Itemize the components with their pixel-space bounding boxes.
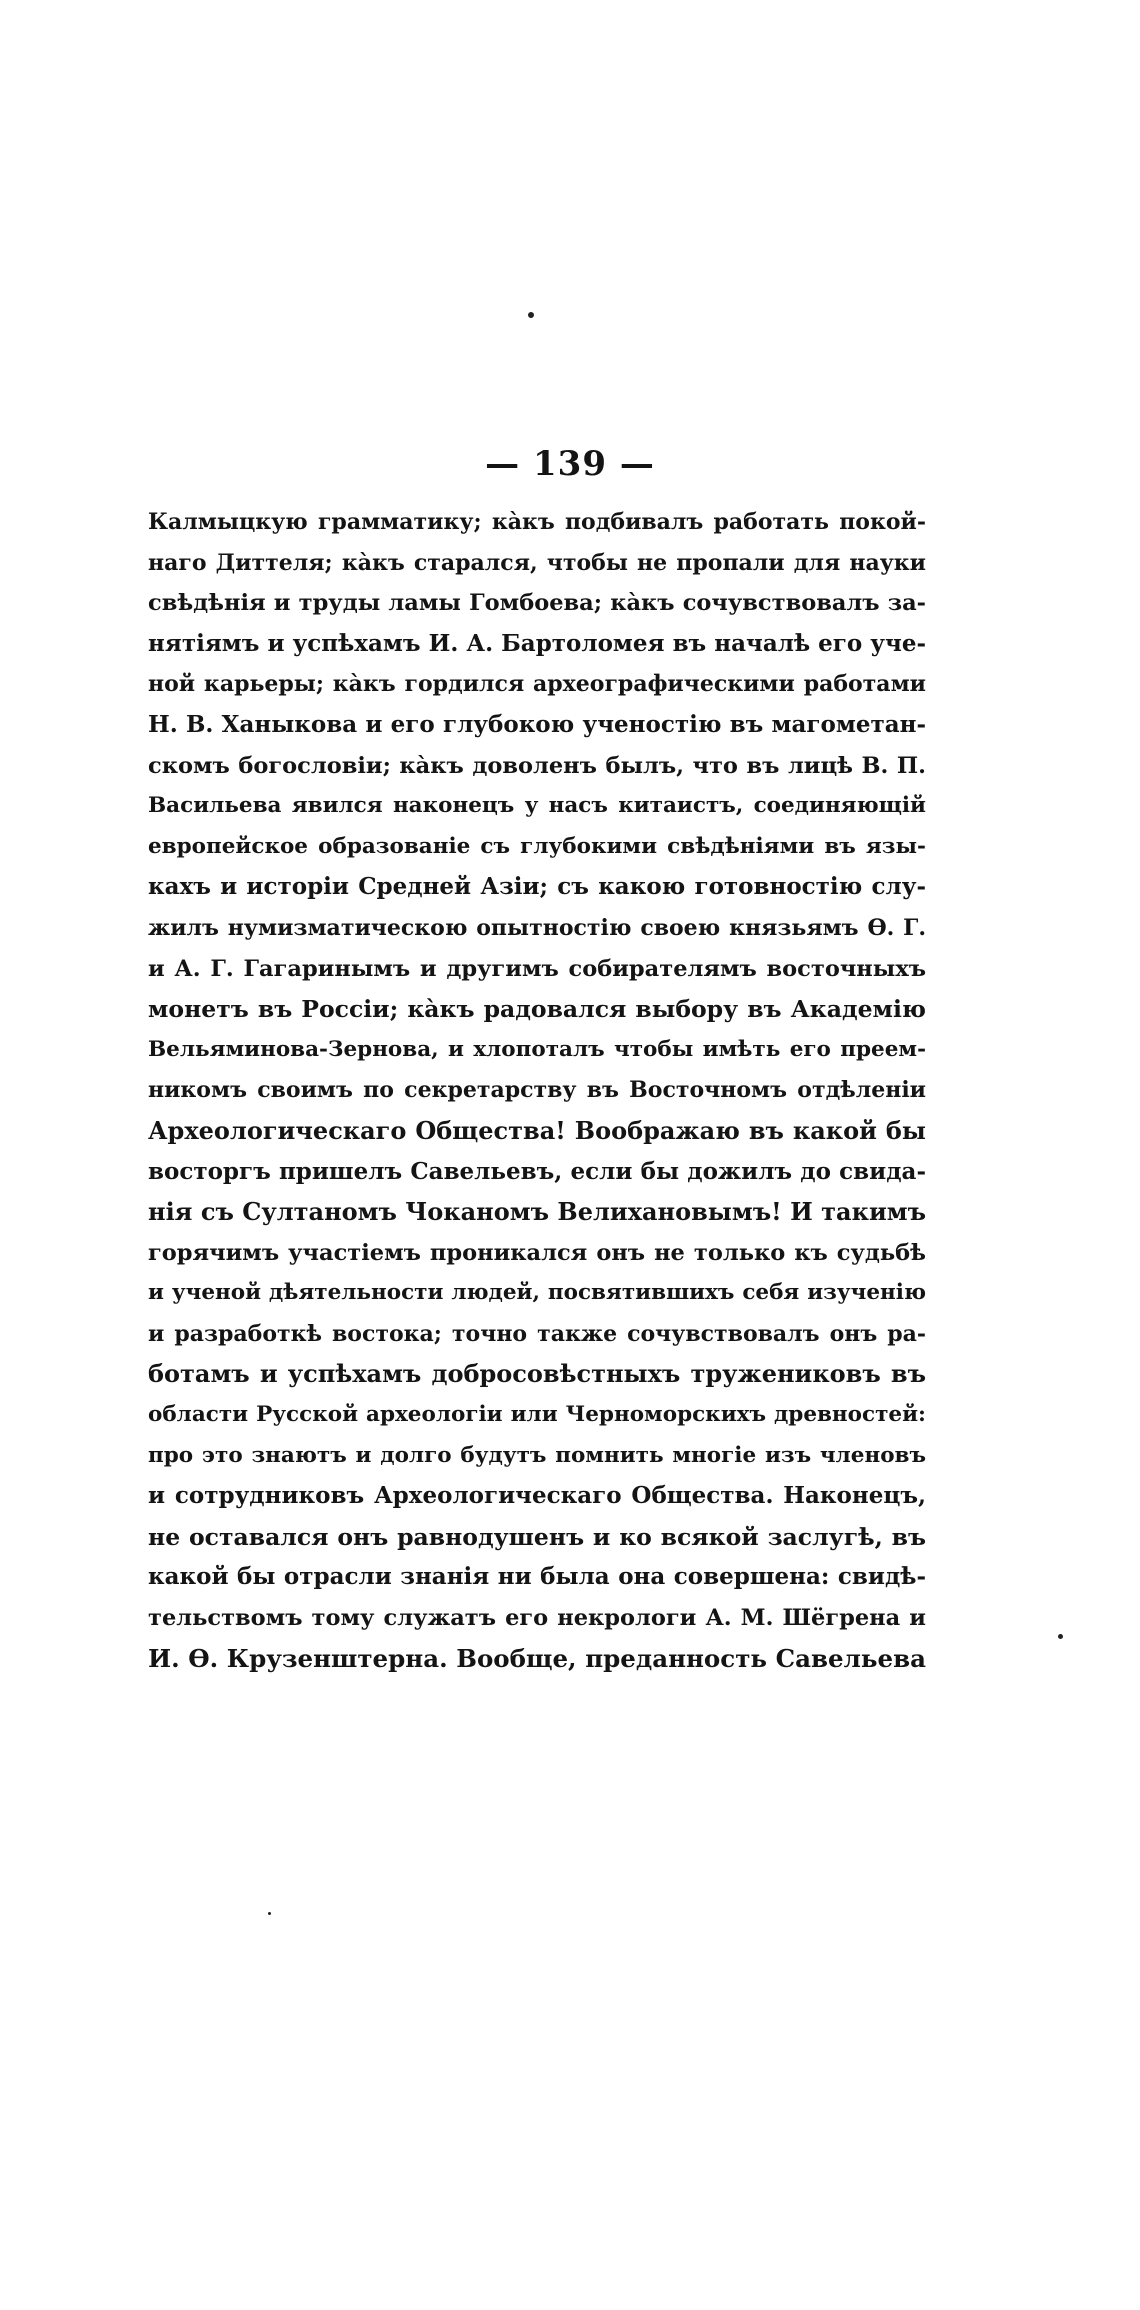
text-line: Вельяминова-Зернова, и хлопоталъ чтобы имѣть его преем- bbox=[148, 1036, 926, 1062]
text-line: монетъ въ Россіи; кàкъ радовался выбору въ Академію bbox=[148, 995, 926, 1024]
text-line: и сотрудниковъ Археологическаго Общества. Наконецъ, bbox=[148, 1482, 926, 1510]
text-line: Н. В. Ханыкова и его глубокою ученостію въ магометан- bbox=[148, 710, 926, 738]
text-line: кахъ и исторіи Средней Азіи; съ какою готовностію слу- bbox=[148, 873, 926, 901]
text-line: какой бы отрасли знанія ни была она совершена: свидѣ- bbox=[148, 1563, 926, 1591]
text-line: про это знаютъ и долго будутъ помнить многіе изъ членовъ bbox=[148, 1442, 926, 1468]
text-line: жилъ нумизматическою опытностію своею князьямъ Ѳ. Г. bbox=[148, 914, 926, 941]
text-line: нятіямъ и успѣхамъ И. А. Бартоломея въ началѣ его учe- bbox=[148, 629, 926, 657]
text-line: ботамъ и успѣхамъ добросовѣстныхъ тружениковъ въ bbox=[148, 1359, 926, 1389]
ink-speck bbox=[528, 312, 534, 318]
text-line: тельствомъ тому служатъ его некрологи А. М. Шёгрена и bbox=[148, 1605, 926, 1632]
text-line: горячимъ участіемъ проникался онъ не только къ судьбѣ bbox=[148, 1239, 926, 1266]
text-line: европейское образованіе съ глубокими свѣдѣніями въ язы- bbox=[148, 833, 926, 859]
text-line: не оставался онъ равнодушенъ и ко всякой заслугѣ, въ bbox=[148, 1522, 926, 1551]
text-line: наго Диттеля; кàкъ старался, чтобы не пропали для науки bbox=[148, 549, 926, 576]
body-text bbox=[148, 502, 926, 1679]
text-line: Калмыцкую грамматику; кàкъ подбивалъ работать покой- bbox=[148, 509, 926, 535]
text-line: и ученой дѣятельности людей, посвятившихъ себя изученію bbox=[148, 1280, 926, 1306]
text-line: области Русской археологіи или Черноморскихъ древностей: bbox=[148, 1402, 926, 1428]
text-line: и разработкѣ востока; точно также сочувствовалъ онъ ра- bbox=[148, 1320, 926, 1347]
text-line: ной карьеры; кàкъ гордился археографическими работами bbox=[148, 671, 926, 698]
text-line: нія съ Султаномъ Чоканомъ Велихановымъ! И такимъ bbox=[148, 1197, 926, 1227]
text-line: свѣдѣнія и труды ламы Гомбоева; кàкъ сочувствовалъ за- bbox=[148, 590, 926, 617]
ink-speck bbox=[1058, 1634, 1063, 1639]
text-line: Археологическаго Общества! Воображаю въ какой бы bbox=[148, 1115, 926, 1145]
text-line: никомъ своимъ по секретарству въ Восточномъ отдѣленіи bbox=[148, 1077, 926, 1104]
text-line: восторгъ пришелъ Савельевъ, если бы дожилъ до свида- bbox=[148, 1157, 926, 1185]
page-number: — 139 — bbox=[485, 444, 655, 484]
text-line: И. Ѳ. Крузенштерна. Вообще, преданность Савельева bbox=[148, 1643, 926, 1673]
text-line: скомъ богословіи; кàкъ доволенъ былъ, что въ лицѣ В. П. bbox=[148, 752, 926, 779]
ink-speck bbox=[268, 1912, 271, 1915]
text-line: и А. Г. Гагаринымъ и другимъ собирателямъ восточныхъ bbox=[148, 955, 926, 982]
text-line: Васильева явился наконецъ у насъ китаистъ, соединяющій bbox=[148, 793, 926, 819]
